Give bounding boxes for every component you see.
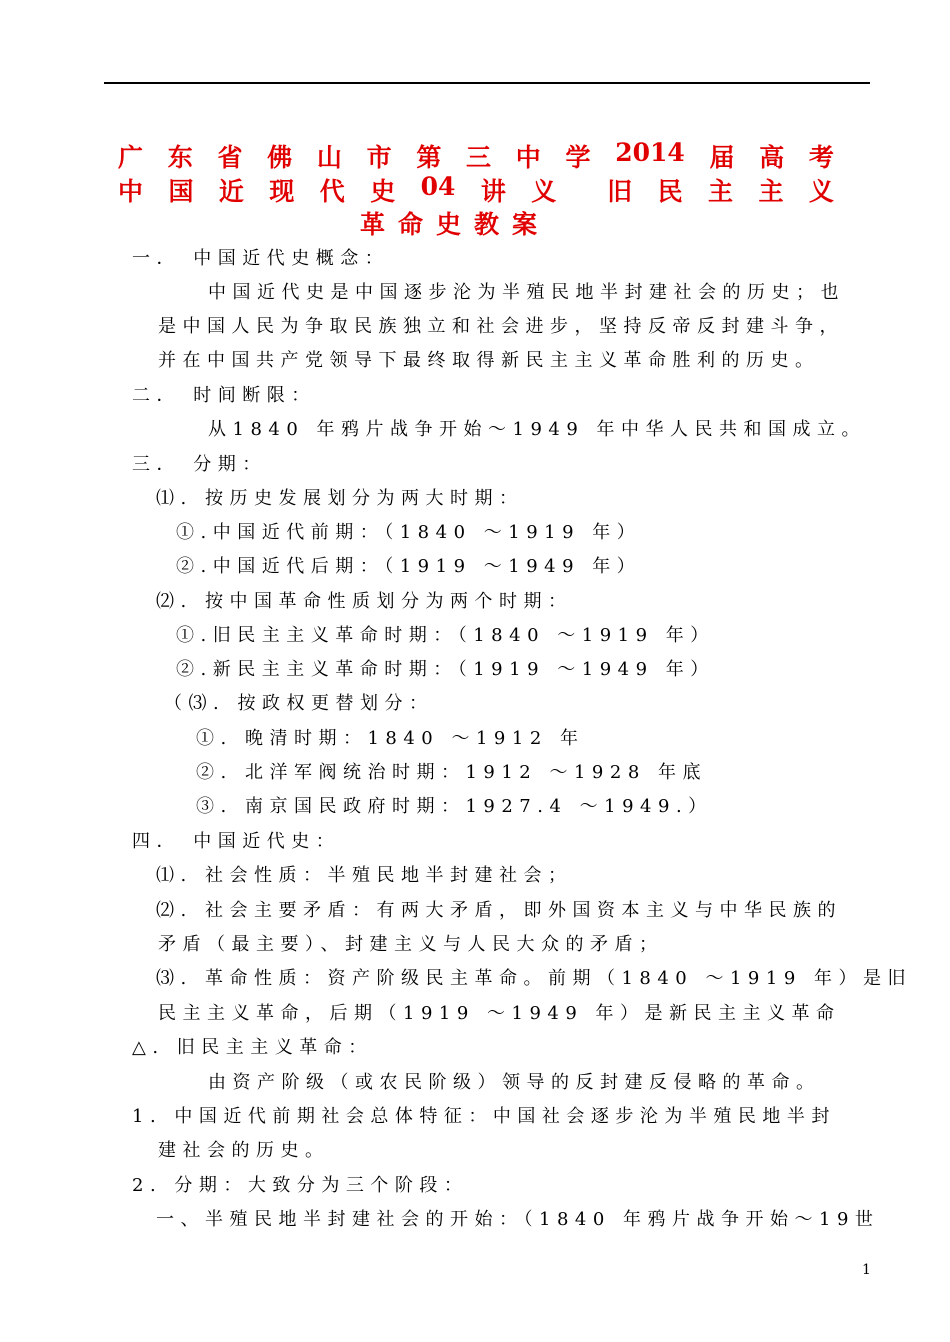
title-char: 讲 xyxy=(480,177,506,206)
text-line: 一． 中国近代史概念： xyxy=(132,248,390,269)
text-line: ②.新民主主义革命时期：（1919 ～1949 年） xyxy=(176,659,715,680)
title-char: 第 xyxy=(416,143,442,172)
text-line: 是中国人民为争取民族独立和社会进步，坚持反帝反封建斗争， xyxy=(158,316,844,337)
title-char: 佛 xyxy=(267,143,293,172)
title-char: 中 xyxy=(515,143,541,172)
title-char: 学 xyxy=(565,143,591,172)
text-line: 二． 时间断限： xyxy=(132,385,316,406)
text-line: ⑵. 按中国革命性质划分为两个时期： xyxy=(156,591,573,612)
title-char: 国 xyxy=(168,177,194,206)
title-line-2 xyxy=(118,172,834,208)
text-line: 建社会的历史。 xyxy=(158,1140,330,1161)
title-char: 三 xyxy=(466,143,492,172)
title-char: 义 xyxy=(808,177,834,206)
text-line: （⑶. 按政权更替划分： xyxy=(164,693,434,714)
title-char: 东 xyxy=(167,143,193,172)
text-line: ⑴. 按历史发展划分为两大时期： xyxy=(156,488,524,509)
text-line: 四． 中国近代史： xyxy=(132,831,341,852)
text-line: ①.中国近代前期：（1840 ～1919 年） xyxy=(176,522,642,543)
title-char: 主 xyxy=(758,177,784,206)
text-line: 民主主义革命，后期（1919 ～1949 年）是新民主主义革命 xyxy=(158,1003,841,1024)
text-line: 1. 中国近代前期社会总体特征：中国社会逐步沦为半殖民地半封 xyxy=(132,1106,836,1127)
text-line: ②. 北洋军阀统治时期：1912 ～1928 年底 xyxy=(196,762,708,783)
title-char: 广 xyxy=(118,143,144,172)
title-char: 近 xyxy=(218,177,244,206)
title-char: 义 xyxy=(531,177,557,206)
text-line: ①.旧民主主义革命时期：（1840 ～1919 年） xyxy=(176,625,715,646)
header-rule xyxy=(104,82,870,84)
text-line: 2. 分期：大致分为三个阶段： xyxy=(132,1175,469,1196)
title-char: 高 xyxy=(759,143,785,172)
text-line: ⑴. 社会性质：半殖民地半封建社会； xyxy=(156,865,573,886)
text-line: 由资产阶级（或农民阶级）领导的反封建反侵略的革命。 xyxy=(208,1072,821,1093)
text-line: 从1840 年鸦片战争开始～1949 年中华人民共和国成立。 xyxy=(208,419,867,440)
text-line: 并在中国共产党领导下最终取得新民主主义革命胜利的历史。 xyxy=(158,350,820,371)
text-line: ②.中国近代后期：（1919 ～1949 年） xyxy=(176,556,642,577)
title-char: 2014 xyxy=(615,138,685,167)
text-line: ③. 南京国民政府时期：1927.4 ～1949.） xyxy=(196,796,713,817)
title-char: 中 xyxy=(118,177,144,206)
text-line: 矛盾（最主要）、封建主义与人民大众的矛盾； xyxy=(158,934,664,955)
text-line: 一、半殖民地半封建社会的开始：（1840 年鸦片战争开始～19世 xyxy=(156,1209,880,1230)
text-line: 三． 分期： xyxy=(132,454,267,475)
title-char: 省 xyxy=(217,143,243,172)
title-char: 市 xyxy=(366,143,392,172)
page-number: 1 xyxy=(862,1262,871,1278)
title-char: 主 xyxy=(708,177,734,206)
title-char: 史 xyxy=(370,177,396,206)
title-line-3: 革命史教案 xyxy=(360,210,551,239)
text-line: 中国近代史是中国逐步沦为半殖民地半封建社会的历史；也 xyxy=(208,282,845,303)
text-line: ⑶. 革命性质：资产阶级民主革命。前期（1840 ～1919 年）是旧 xyxy=(156,968,913,989)
title-char: 考 xyxy=(808,143,834,172)
title-char: 04 xyxy=(420,172,456,201)
text-line: △. 旧民主主义革命： xyxy=(132,1037,373,1058)
title-char: 旧 xyxy=(607,177,633,206)
title-char: 山 xyxy=(316,143,342,172)
title-line-1 xyxy=(118,138,834,174)
title-char: 届 xyxy=(709,143,735,172)
text-line: ⑵. 社会主要矛盾：有两大矛盾，即外国资本主义与中华民族的 xyxy=(156,900,842,921)
title-char: 代 xyxy=(319,177,345,206)
title-char: 民 xyxy=(657,177,683,206)
title-char: 现 xyxy=(269,177,295,206)
text-line: ①. 晚清时期：1840 ～1912 年 xyxy=(196,728,585,749)
